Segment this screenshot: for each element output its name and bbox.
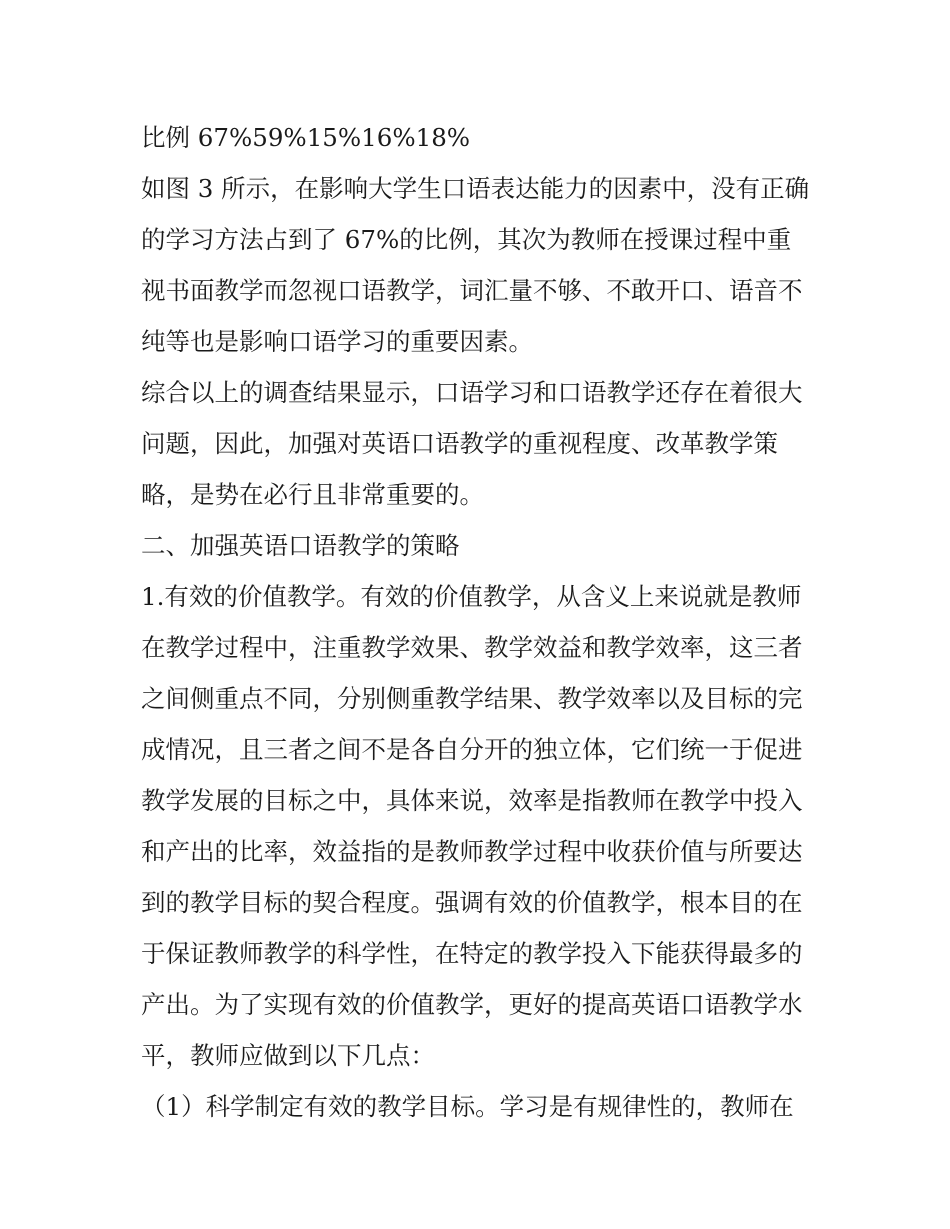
- text-line: 在教学过程中，注重教学效果、教学效益和教学效率，这三者: [141, 633, 803, 662]
- text-line: 略，是势在必行且非常重要的。: [141, 480, 484, 509]
- body-text: [141, 112, 831, 1132]
- text-line: 综合以上的调查结果显示，口语学习和口语教学还存在着很大: [141, 378, 803, 407]
- text-line: 纯等也是影响口语学习的重要因素。: [141, 327, 533, 356]
- text-line: 的学习方法占到了 67%的比例，其次为教师在授课过程中重: [141, 225, 792, 254]
- text-line: 比例 67%59%15%16%18%: [141, 123, 471, 152]
- text-line: 教学发展的目标之中，具体来说，效率是指教师在教学中投入: [141, 786, 803, 815]
- text-line: 平，教师应做到以下几点：: [141, 1041, 435, 1070]
- text-line: 于保证教师教学的科学性，在特定的教学投入下能获得最多的: [141, 939, 803, 968]
- text-line: （1）科学制定有效的教学目标。学习是有规律性的，教师在: [141, 1092, 794, 1121]
- text-line: 成情况，且三者之间不是各自分开的独立体，它们统一于促进: [141, 735, 803, 764]
- text-line: 到的教学目标的契合程度。强调有效的价值教学，根本目的在: [141, 888, 803, 917]
- text-line: 1.有效的价值教学。有效的价值教学，从含义上来说就是教师: [141, 582, 802, 611]
- text-line: 问题，因此，加强对英语口语教学的重视程度、改革教学策: [141, 429, 778, 458]
- text-line: 和产出的比率，效益指的是教师教学过程中收获价值与所要达: [141, 837, 803, 866]
- section-heading: 二、加强英语口语教学的策略: [141, 531, 460, 560]
- text-line: 产出。为了实现有效的价值教学，更好的提高英语口语教学水: [141, 990, 803, 1019]
- text-line: 之间侧重点不同，分别侧重教学结果、教学效率以及目标的完: [141, 684, 803, 713]
- text-line: 如图 3 所示，在影响大学生口语表达能力的因素中，没有正确: [141, 174, 810, 203]
- text-line: 视书面教学而忽视口语教学，词汇量不够、不敢开口、语音不: [141, 276, 803, 305]
